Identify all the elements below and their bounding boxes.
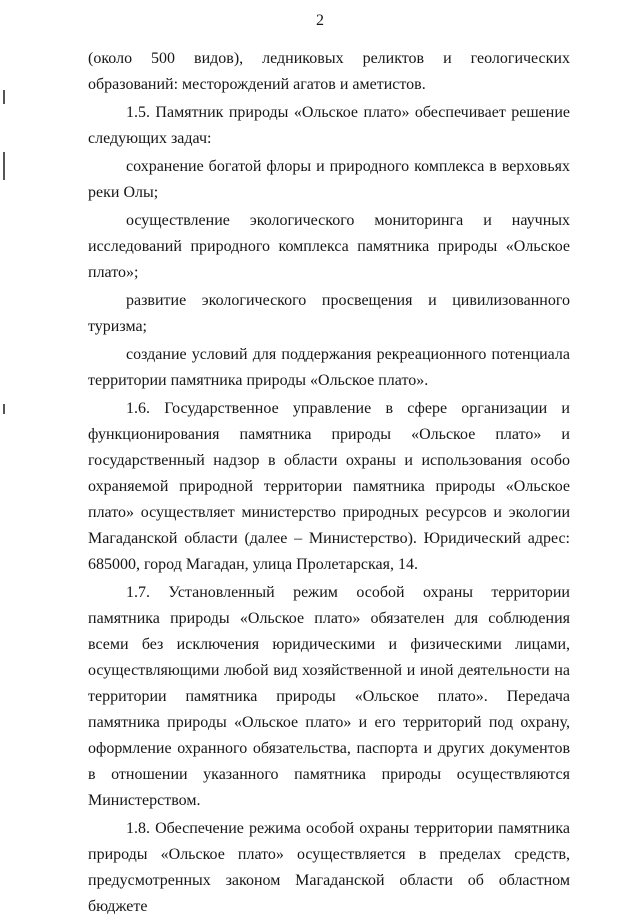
task-item-education: развитие экологического просвещения и цивилизованного туризма; (88, 292, 570, 335)
document-body (88, 46, 570, 920)
paragraph-continuation: (около 500 видов), ледниковых реликтов и геологических образований: месторождений агатов и аметистов. (88, 50, 570, 93)
scan-artifact-mark (3, 90, 5, 104)
scan-artifact-mark (3, 152, 5, 180)
task-item-flora: сохранение богатой флоры и природного комплекса в верховьях реки Олы; (88, 158, 570, 201)
page-number: 2 (316, 12, 324, 29)
paragraph-1-8: 1.8. Обеспечение режима особой охраны территории памятника природы «Ольское плато» осуществляется в пределах средств, предусмотренных законом Магаданской области об областном бюджете (88, 820, 570, 915)
scan-artifact-mark (3, 404, 5, 414)
paragraph-1-6: 1.6. Государственное управление в сфере организации и функционирования памятника природы «Ольское плато» и государственный надзор в области охраны и использования особо охраняемой природной территории памятника природы «Ольское плато» осуществляет министерство природных ресурсов и экологии Магаданской области (далее – Министерство). Юридический адрес: 685000, город Магадан, улица Пролетарская, 14. (88, 400, 570, 573)
paragraph-1-7: 1.7. Установленный режим особой охраны территории памятника природы «Ольское плато» обязателен для соблюдения всеми без исключения юридическими и физическими лицами, осуществляющими любой вид хозяйственной и иной деятельности на территории памятника природы «Ольское плато». Передача памятника природы «Ольское плато» и его территорий под охрану, оформление охранного обязательства, паспорта и других документов в отношении указанного памятника природы осуществляются Министерством. (88, 584, 570, 809)
task-item-recreation: создание условий для поддержания рекреационного потенциала территории памятника природы «Ольское плато». (88, 346, 570, 389)
task-item-monitoring: осуществление экологического мониторинга и научных исследований природного комплекса памятника природы «Ольское плато»; (88, 212, 570, 281)
paragraph-1-5: 1.5. Памятник природы «Ольское плато» обеспечивает решение следующих задач: (88, 104, 570, 147)
